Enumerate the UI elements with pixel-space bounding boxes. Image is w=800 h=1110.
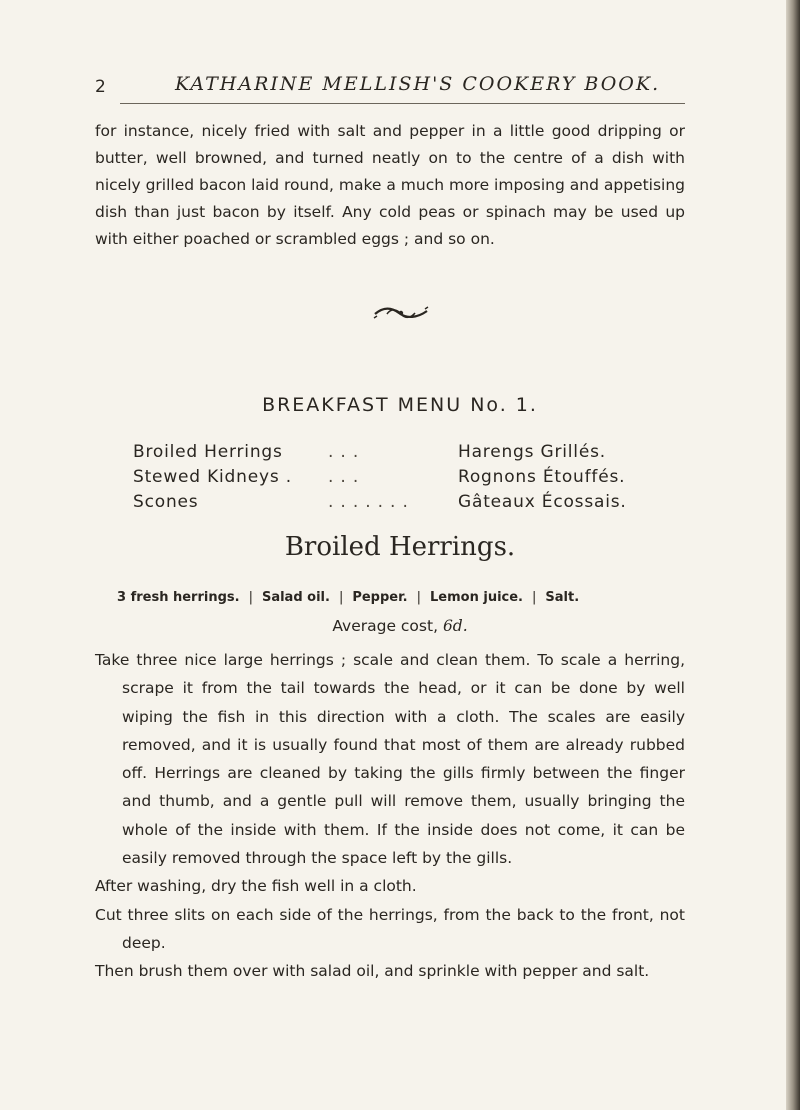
- average-cost: [0, 617, 800, 635]
- menu-leader-dots: . . .: [328, 467, 360, 487]
- ingredient: 3 fresh herrings.: [117, 590, 240, 605]
- intro-paragraph: for instance, nicely fried with salt and pepper in a little good dripping or butter, well browned, and turned neatly on to the centre of a dish with nicely grilled bacon laid round, make a much more imposing and appetising dish than just bacon by itself. Any cold peas or spinach may be used up with either poached or scrambled eggs ; and so on.: [95, 122, 685, 248]
- menu-item-french: Gâteaux Écossais.: [458, 492, 627, 512]
- instruction-paragraph: After washing, dry the fish well in a cloth.: [95, 877, 417, 896]
- recipe-instructions: [95, 646, 685, 986]
- menu-leader-dots: . . .: [328, 442, 360, 462]
- page-edge-shadow: [786, 0, 800, 1110]
- menu-item: [133, 440, 693, 465]
- menu-item: [133, 465, 693, 490]
- floral-ornament-icon: [373, 305, 429, 321]
- ingredient: Pepper.: [352, 590, 408, 605]
- menu-item-english: Broiled Herrings: [133, 442, 283, 462]
- menu-item-french: Rognons Étouffés.: [458, 467, 626, 487]
- ingredient: Salad oil.: [261, 590, 330, 605]
- ingredient: Lemon juice.: [430, 590, 523, 605]
- menu-item-french: Harengs Grillés.: [458, 442, 606, 462]
- ingredient: Salt.: [545, 590, 580, 605]
- recipe-title: Broiled Herrings.: [284, 532, 516, 562]
- menu-title: BREAKFAST MENU No. 1.: [262, 394, 538, 416]
- instruction-paragraph: Cut three slits on each side of the herrings, from the back to the front, not deep.: [95, 905, 685, 952]
- menu-leader-dots: . . . . . . .: [328, 492, 409, 512]
- menu-item: [133, 490, 693, 515]
- menu-item-english: Stewed Kidneys .: [133, 467, 292, 487]
- instruction-paragraph: Take three nice large herrings ; scale and clean them. To scale a herring, scrape it from the tail towards the head, or it can be done by well wiping the fish in this direction with a cloth. The scales are easily removed, and it is usually found that most of them are already rubbed off. Herrings are cleaned by taking the gills firmly between the finger and thumb, and a gentle pull will remove them, usually bringing the whole of the inside with them. If the inside does not come, it can be easily removed through the space left by the gills.: [95, 651, 685, 868]
- cost-value: 6d.: [442, 617, 468, 635]
- breakfast-menu: [133, 440, 693, 515]
- ingredient-separator: |: [416, 590, 421, 605]
- ingredients-list: [117, 590, 579, 605]
- instruction-paragraph: Then brush them over with salad oil, and sprinkle with pepper and salt.: [95, 962, 650, 981]
- cost-label: Average cost,: [332, 617, 438, 635]
- menu-item-english: Scones: [133, 492, 199, 512]
- ingredient-separator: |: [338, 590, 344, 605]
- ingredient-separator: |: [248, 590, 253, 605]
- page-number: 2: [95, 77, 106, 97]
- running-head: KATHARINE MELLISH'S COOKERY BOOK.: [175, 73, 661, 95]
- ingredient-separator: |: [532, 590, 537, 605]
- header-rule: [120, 103, 685, 104]
